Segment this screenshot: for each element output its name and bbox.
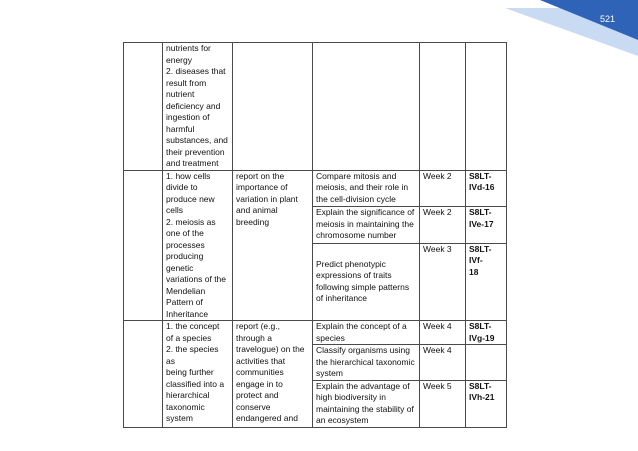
empty-cell	[124, 43, 163, 171]
competency-cell: Compare mitosis and meiosis, and their role in the cell-division cycle	[313, 170, 420, 207]
empty-cell	[124, 321, 163, 428]
page-number: 521	[600, 14, 616, 24]
week-cell: Week 2	[420, 170, 466, 207]
week-cell: Week 2	[420, 207, 466, 244]
competency-cell	[313, 43, 420, 171]
content-cell: 1. how cells divide to produce new cells 2. meiosis as one of the processes producing genetic variations of the Mendelian Pattern of Inheritance	[163, 170, 233, 321]
table-row	[124, 170, 507, 207]
week-cell: Week 4	[420, 345, 466, 381]
competency-cell: Predict phenotypic expressions of traits following simple patterns of inheritance	[313, 243, 420, 320]
competency-cell: Explain the significance of meiosis in maintaining the chromosome number	[313, 207, 420, 244]
competency-cell: Classify organisms using the hierarchical taxonomic system	[313, 345, 420, 381]
performance-cell	[233, 43, 313, 171]
table-row	[124, 321, 507, 345]
code-cell: S8LT- IVd-16	[466, 170, 507, 207]
code-cell	[466, 345, 507, 381]
week-cell	[420, 43, 466, 171]
competency-cell: Explain the advantage of high biodiversity in maintaining the stability of an ecosystem	[313, 380, 420, 427]
code-cell	[466, 43, 507, 171]
code-cell: S8LT- IVh-21	[466, 380, 507, 427]
content-cell: nutrients for energy 2. diseases that result from nutrient deficiency and ingestion of harmful substances, and their prevention and treatment	[163, 43, 233, 171]
week-cell: Week 4	[420, 321, 466, 345]
competency-cell: Explain the concept of a species	[313, 321, 420, 345]
week-cell: Week 5	[420, 380, 466, 427]
week-cell: Week 3	[420, 243, 466, 320]
curriculum-table	[123, 42, 507, 428]
content-cell: 1. the concept of a species 2. the species as being further classified into a hierarchical taxonomic system	[163, 321, 233, 428]
table-row	[124, 43, 507, 171]
code-cell: S8LT- IVg-19	[466, 321, 507, 345]
code-cell: S8LT-IVf- 18	[466, 243, 507, 320]
code-cell: S8LT- IVe-17	[466, 207, 507, 244]
performance-cell: report (e.g., through a travelogue) on the activities that communities engage in to protect and conserve endangered and	[233, 321, 313, 428]
empty-cell	[124, 170, 163, 321]
performance-cell: report on the importance of variation in plant and animal breeding	[233, 170, 313, 321]
